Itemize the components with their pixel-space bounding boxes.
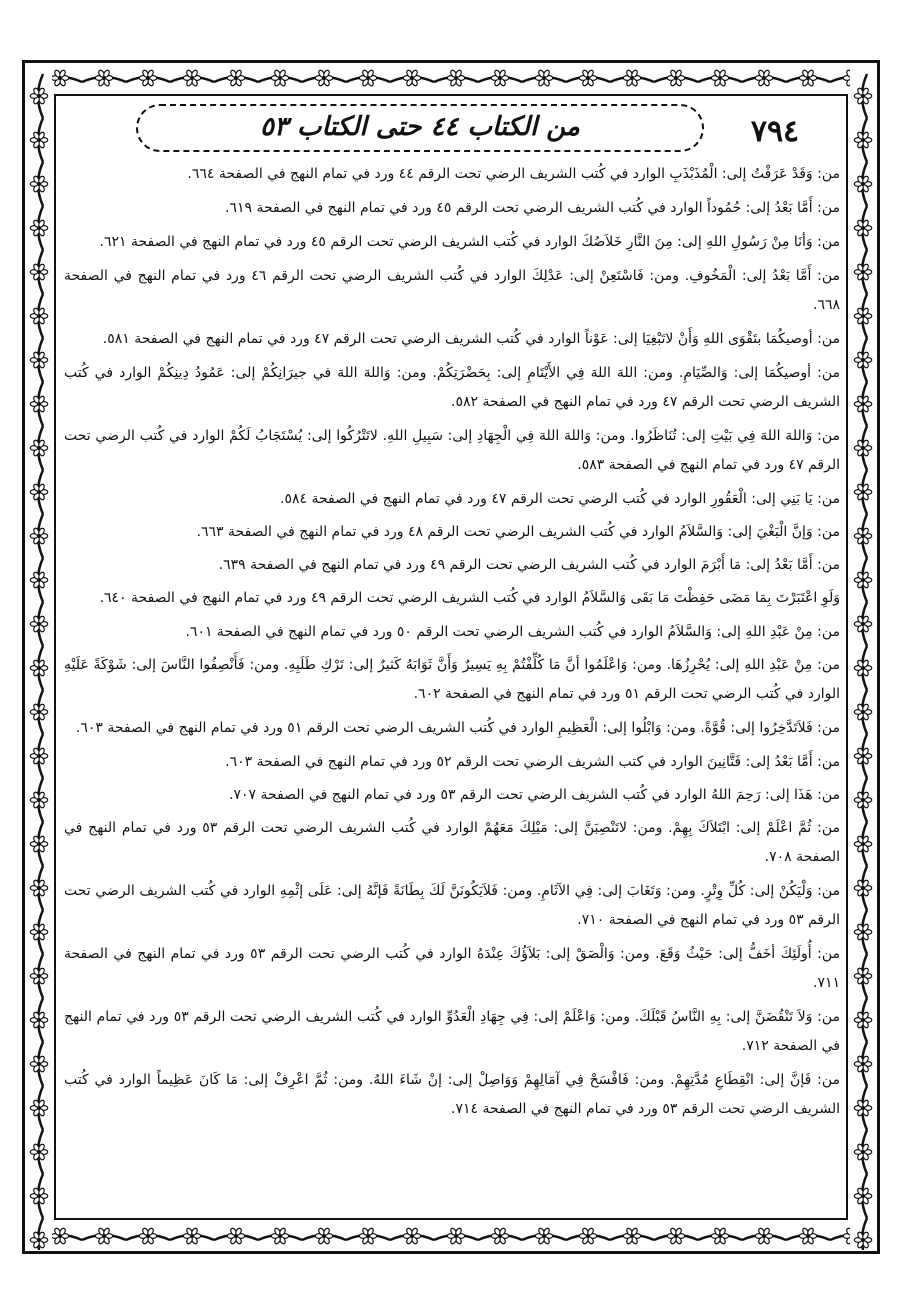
chapter-title: من الكتاب ٤٤ حتى الكتاب ٥٣ (260, 112, 580, 142)
entry: من: أَمَّا بَعْدُ إلى: الْمَخُوفِ. ومن: فَاسْتَعِنْ إلى: عَدْلِكَ الوارد في كُتب الشريف الرضي تحت الرقم ٤٦ ورد في تمام النهج في الصفحة ٦٦٨. (64, 268, 840, 313)
entry: من: فَلاَتَدَّخِرُوا إلى: قُوَّةً. ومن: وَابْلُوا إلى: الْعَظِيمِ الوارد في كُتب الشريف الرضي تحت الرقم ٥١ ورد في تمام النهج في الصفحة ٦٠٣. (75, 720, 840, 736)
entry: من: مِنْ عَبْدِ اللهِ إلى: وَالسَّلاَمُ الوارد في كُتب الشريف الرضي تحت الرقم ٥٠ ورد في تمام النهج في الصفحة ٦٠١. (185, 624, 840, 640)
entry: من: أوصيكُمَا إلى: وَالصِّيَامِ. ومن: اللهَ اللهَ فِي الأَيْتَامِ إلى: بِحَضْرَتِكُمْ. ومن: وَاللهَ اللهَ في جيرَانِكُمْ إلى: عَمُودُ دِينِكُمْ الوارد في كُتب الشريف الرضي تحت الرقم ٤٧ ورد في تمام النهج في الصفحة ٥٨٢. (64, 365, 840, 410)
entry: من: وَإنَّ الْبَغْيَ إلى: وَالسَّلاَمُ الوارد في كُتب الشريف الرضي تحت الرقم ٤٨ ورد في تمام النهج في الصفحة ٦٦٣. (196, 524, 840, 540)
entry: من: أُولَئِكَ أخَفُّ إلى: حَيْثُ وَقَعَ. ومن: وَالْصَقْ إلى: بَلاَؤُكَ عِنْدَهُ الوارد في كُتب الرضي تحت الرقم ٥٣ ورد في تمام النهج في الصفحة ٧١١. (64, 946, 840, 991)
entry: من: هَذَا إلى: رَحِمَ اللهُ الوارد في كُتب الشريف الرضي تحت الرقم ٥٣ ورد في تمام النهج في الصفحة ٧٠٧. (229, 787, 840, 803)
entry: من: أَمَّا بَعْدُ إلى: مَا أَبْرَمَ الوارد في كُتب الشريف الرضي تحت الرقم ٤٩ ورد في تمام النهج في الصفحة ٦٣٩. (218, 557, 840, 573)
entry: من: فَإنَّ إلى: انْقِطَاعِ مُدَّتِهِمْ. ومن: فَافْسَحْ فِي آمَالِهِمْ وَوَاصِلْ إلى: إنْ شَاءَ اللهُ. ومن: ثُمَّ اعْرِفْ إلى: مَا كَانَ عَظِيماً الوارد في كُتب الشريف الرضي تحت الرقم ٥٣ ورد في تمام النهج في الصفحة ٧١٤. (64, 1072, 840, 1117)
ornamental-border-top (28, 64, 874, 92)
entry: من: ثُمَّ اعْلَمْ إلى: ابْتَلاَكَ بِهِمْ. ومن: لاتَنْصِبَنَّ إلى: مَيْلِكَ مَعَهُمْ الوارد في كُتب الشريف الرضي تحت الرقم ٥٣ ورد في تمام النهج في الصفحة ٧٠٨. (64, 820, 841, 865)
entry: من: وَاللهَ اللهَ فِي بَيْتِ إلى: تُنَاظَرُوا. ومن: وَاللهَ اللهَ فِي الْجِهَادِ إلى: سَبِيلِ اللهِ. لاتَتْرُكُوا إلى: يُسْتَجَابُ لَكُمْ الوارد في كُتب الرضي تحت الرقم ٤٧ ورد في تمام النهج في الصفحة ٥٨٣. (64, 428, 840, 473)
entry: من: مِنْ عَبْدِ اللهِ إلى: يُحْرِزُهَا. ومن: وَاعْلَمُوا أنَّ مَا كُلِّفْتُمْ بِهِ يَسِيرٌ وَأَنَّ ثَوَابَهُ كَثيرٌ إلى: تَرْكِ طَلَبِهِ. ومن: فَأَنْصِفُوا النَّاسَ إلى: شَوْكَةً عَلَيْهِ الوارد في كُتب الرضي تحت الرقم ٥١ ورد في تمام النهج في الصفحة ٦٠٢. (64, 657, 840, 702)
main-text (64, 160, 840, 1129)
ornamental-border-right (850, 64, 876, 1250)
entry: من: أَمَّا بَعْدُ إلى: حُمُوداً الوارد في كُتب الشريف الرضي تحت الرقم ٤٥ ورد في تمام النهج في الصفحة ٦١٩. (224, 200, 840, 216)
ornamental-border-left (26, 64, 52, 1250)
entry: من: أَمَّا بَعْدُ إلى: فَتَّانِينَ الوارد في كتب الشريف الرضي تحت الرقم ٥٢ ورد في تمام النهج في الصفحة ٦٠٣. (225, 754, 840, 770)
page-number: ٧٩٤ (750, 114, 800, 149)
entry: من: وَلْيَكُنْ إلى: كُلِّ وِتْرٍ. ومن: وَتَغَابَ إلى: فِي الآثَامِ. ومن: فَلاَيَكُونَنَّ لَكَ بِطَانَةً فَإنَّهُ إلى: عَلَى إثْمِهِ الوارد في كُتب الشريف الرضي تحت الرقم ٥٣ ورد في تمام النهج في الصفحة ٧١٠. (64, 883, 840, 928)
entry: من: يَا بَنِي إلى: الْعَقُورِ الوارد في كُتب الرضي تحت الرقم ٤٧ ورد في تمام النهج في الصفحة ٥٨٤. (279, 491, 840, 507)
entry: من: وَأنَا مِنْ رَسُولِ اللهِ إلى: مِنَ النَّارِ خَلاَصُكَ الوارد في كُتب الشريف الرضي تحت الرقم ٤٥ ورد في تمام النهج في الصفحة ٦٢١. (99, 234, 840, 250)
ornamental-border-bottom (28, 1222, 874, 1250)
entry: وَلَوِ اعْتَبَرْتَ بِمَا مَضَى حَفِظْتَ مَا بَقَى وَالسَّلاَمُ الوارد في كُتب الشريف الرضي تحت الرقم ٤٩ ورد في تمام النهج في الصفحة ٦٤٠. (99, 590, 840, 606)
entry: من: وَقَدْ عَرَفْتُ إلى: الْمُذَبْذَبِ الوارد في كُتب الشريف الرضي تحت الرقم ٤٤ ورد في تمام النهج في الصفحة ٦٦٤. (187, 166, 840, 182)
entry: من: أوصيكُمَا بتَقْوَى اللهِ وَأَنْ لاتَبْغِيَا إلى: عَوْناً الوارد في كُتب الشريف الرضي تحت الرقم ٤٧ ورد في تمام النهج في الصفحة ٥٨١. (102, 331, 840, 347)
entry: من: وَلاَ تَنْقُضَنَّ إلى: بِهِ النَّاسُ قَبْلَكَ. ومن: وَاعْلَمْ إلى: فِي جِهَادِ الْعَدُوِّ الوارد في كُتب الشريف الرضي تحت الرقم ٥٣ ورد في تمام النهج في الصفحة ٧١٢. (64, 1009, 840, 1054)
